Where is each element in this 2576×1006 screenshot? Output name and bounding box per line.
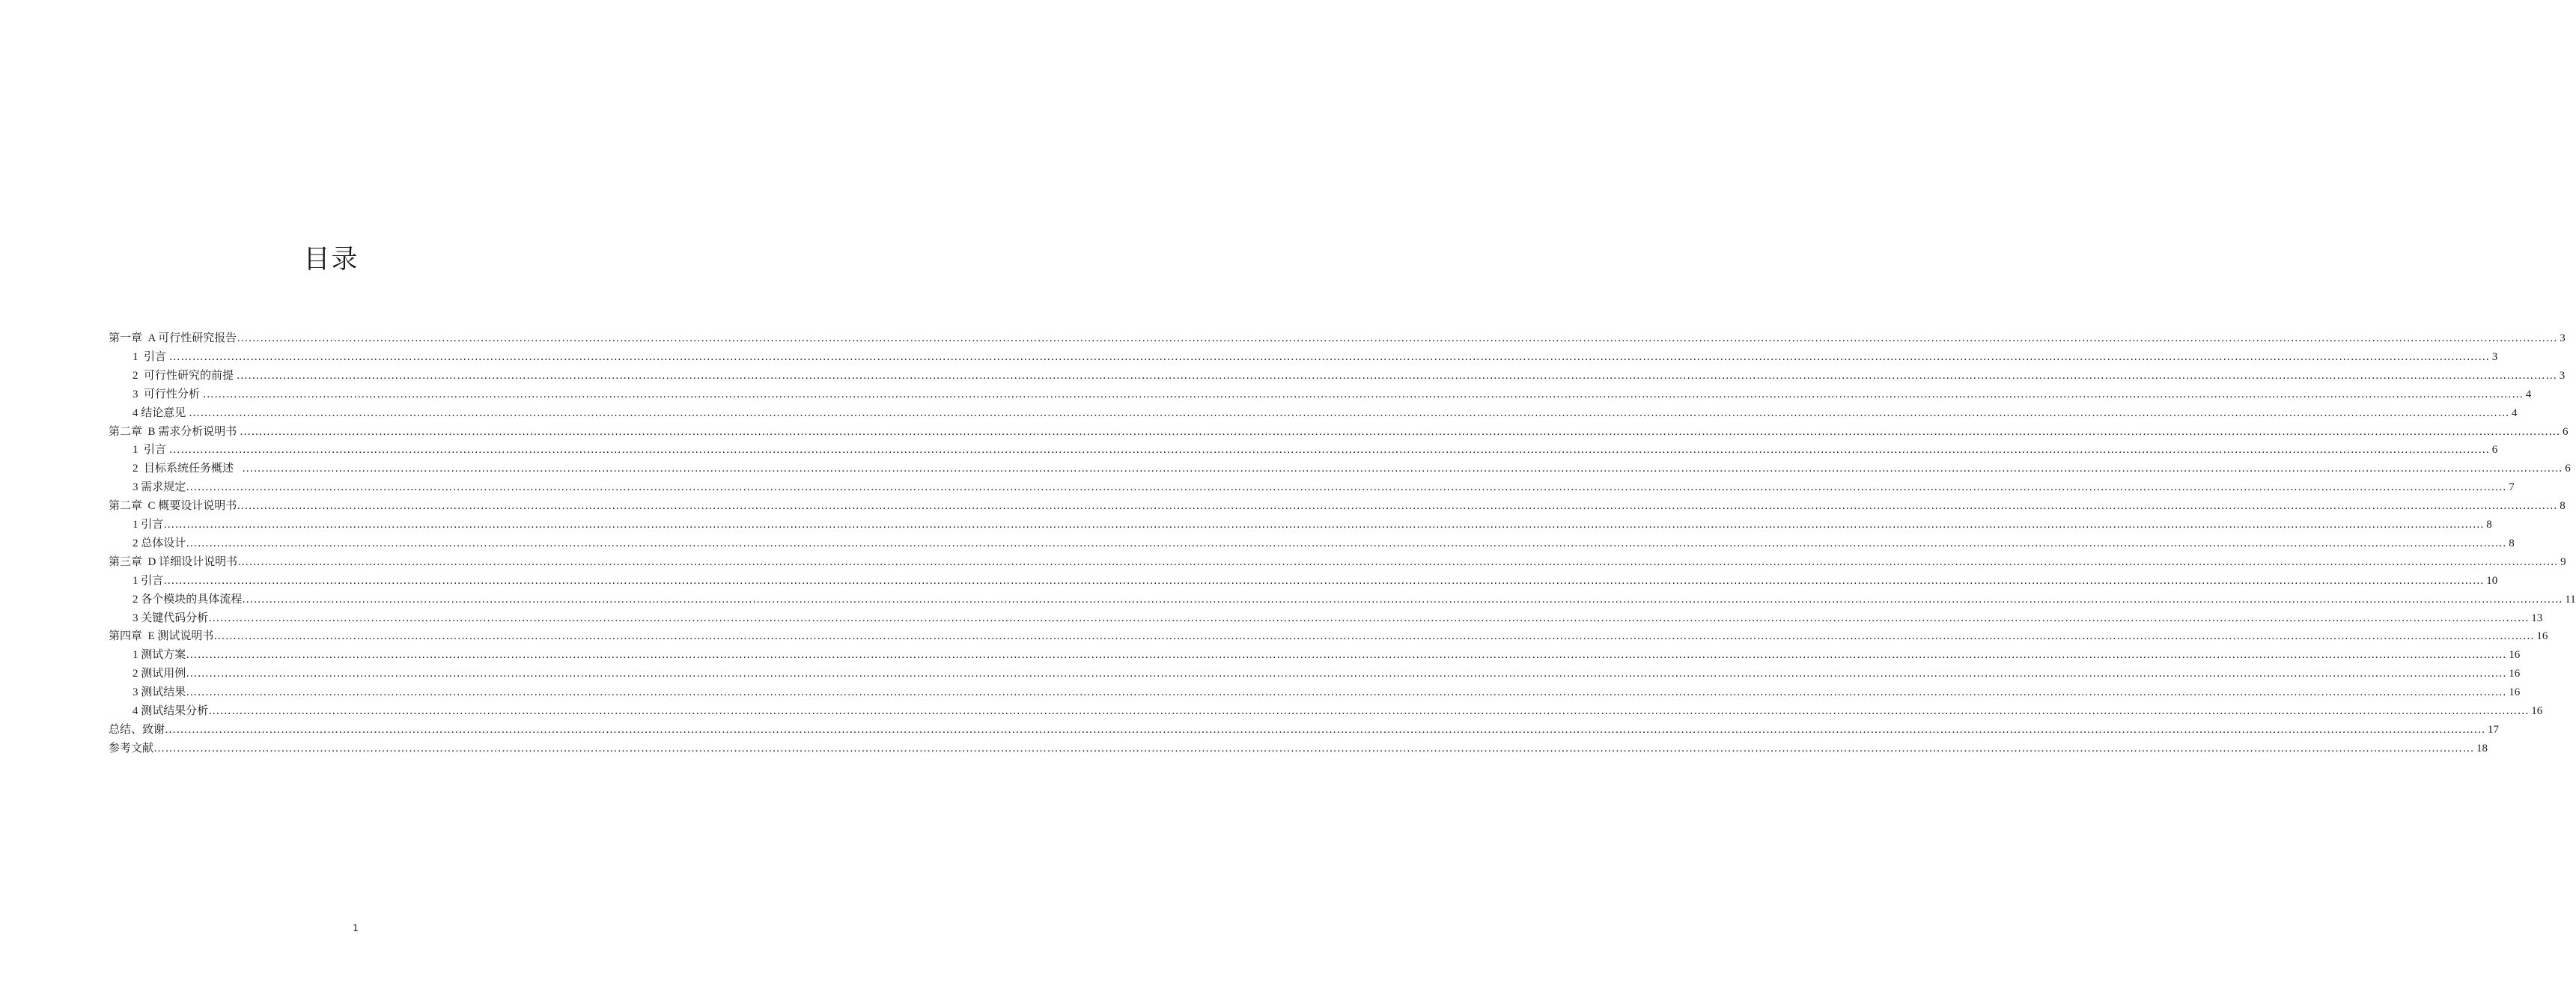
toc-entry-leader: ……………………………………………………………………………………………………………………………………………………………………………………………………………………………………………………………………………………………………………………………………………………………………………………………………………………………………………………………………………………………………………………………………………………: [186, 481, 2507, 494]
toc-entry-page-number: 3: [2559, 369, 2566, 382]
toc-entry-label: 3 关键代码分析: [133, 612, 209, 624]
toc-entry[interactable]: [133, 647, 2521, 663]
toc-entry-leader: ……………………………………………………………………………………………………………………………………………………………………………………………………………………………………………………………………………………………………………………………………………………………………………………………………………………………………………………………………………………………………………………………………………………: [189, 406, 2510, 419]
toc-entry-page-number: 16: [2509, 686, 2521, 699]
toc-entry-label: 第二章 C 概要设计说明书: [109, 500, 237, 513]
footer-page-number: 1: [353, 923, 359, 933]
toc-entry-label: 参考文献: [109, 742, 154, 754]
toc-entry[interactable]: [133, 610, 2543, 627]
toc-entry-page-number: 4: [2512, 406, 2518, 419]
toc-entry-leader: ……………………………………………………………………………………………………………………………………………………………………………………………………………………………………………………………………………………………………………………………………………………………………………………………………………………………………………………………………………………………………………………………………………………: [186, 649, 2507, 662]
toc-entry-page-number: 7: [2509, 481, 2515, 494]
toc-entry[interactable]: [133, 349, 2498, 365]
toc-entry-page-number: 16: [2531, 705, 2543, 717]
toc-entry-page-number: 13: [2531, 612, 2543, 624]
toc-entry-page-number: 6: [2565, 463, 2571, 475]
toc-entry[interactable]: [133, 684, 2521, 701]
toc-entry-label: 2 总体设计: [133, 537, 186, 549]
toc-entry-label: 1 引言: [133, 350, 169, 363]
toc-entry-leader: ……………………………………………………………………………………………………………………………………………………………………………………………………………………………………………………………………………………………………………………………………………………………………………………………………………………………………………………………………………………………………………………………………………………: [237, 555, 2559, 568]
toc-entry-leader: ……………………………………………………………………………………………………………………………………………………………………………………………………………………………………………………………………………………………………………………………………………………………………………………………………………………………………………………………………………………………………………………………………………………: [236, 369, 2557, 382]
toc-entry-page-number: 16: [2509, 668, 2521, 680]
toc-entry-leader: ……………………………………………………………………………………………………………………………………………………………………………………………………………………………………………………………………………………………………………………………………………………………………………………………………………………………………………………………………………………………………………………………………………………: [208, 612, 2530, 624]
toc-entry[interactable]: [133, 368, 2566, 384]
toc-entry[interactable]: [133, 703, 2543, 719]
toc-entry-label: 1 引言: [133, 519, 164, 531]
toc-entry-label: 2 目标系统任务概述: [133, 463, 243, 475]
toc-entry-leader: ……………………………………………………………………………………………………………………………………………………………………………………………………………………………………………………………………………………………………………………………………………………………………………………………………………………………………………………………………………………………………………………………………………………: [163, 519, 2485, 531]
toc-entry[interactable]: [133, 405, 2518, 421]
toc-entry-leader: ……………………………………………………………………………………………………………………………………………………………………………………………………………………………………………………………………………………………………………………………………………………………………………………………………………………………………………………………………………………………………………………………………………………: [202, 388, 2524, 400]
toc-entry-leader: ……………………………………………………………………………………………………………………………………………………………………………………………………………………………………………………………………………………………………………………………………………………………………………………………………………………………………………………………………………………………………………………………………………………: [213, 630, 2535, 643]
toc-entry-leader: ……………………………………………………………………………………………………………………………………………………………………………………………………………………………………………………………………………………………………………………………………………………………………………………………………………………………………………………………………………………………………………………………………………………: [186, 686, 2507, 699]
toc-entry-page-number: 4: [2525, 388, 2532, 400]
toc-entry-leader: ……………………………………………………………………………………………………………………………………………………………………………………………………………………………………………………………………………………………………………………………………………………………………………………………………………………………………………………………………………………………………………………………………………………: [168, 444, 2490, 457]
toc-entry-leader: ……………………………………………………………………………………………………………………………………………………………………………………………………………………………………………………………………………………………………………………………………………………………………………………………………………………………………………………………………………………………………………………………………………………: [153, 742, 2475, 754]
toc-entry-page-number: 16: [2536, 630, 2548, 643]
toc-entry-label: 1 引言: [133, 444, 169, 457]
toc-entry-leader: ……………………………………………………………………………………………………………………………………………………………………………………………………………………………………………………………………………………………………………………………………………………………………………………………………………………………………………………………………………………………………………………………………………………: [237, 332, 2558, 344]
toc-entry-page-number: 9: [2560, 555, 2566, 568]
toc-entry-label: 第一章 A 可行性研究报告: [109, 332, 237, 344]
toc-entry-leader: ……………………………………………………………………………………………………………………………………………………………………………………………………………………………………………………………………………………………………………………………………………………………………………………………………………………………………………………………………………………………………………………………………………………: [186, 537, 2507, 549]
toc-entry[interactable]: [133, 516, 2492, 533]
toc-entry-page-number: 10: [2486, 574, 2498, 587]
toc-entry[interactable]: [109, 554, 2566, 570]
toc-entry[interactable]: [133, 442, 2498, 458]
toc-entry[interactable]: [109, 498, 2566, 514]
toc-entry-page-number: 8: [2509, 537, 2515, 549]
toc-entry[interactable]: [133, 591, 2576, 608]
toc-entry[interactable]: [133, 573, 2498, 589]
toc-entry-label: 2 各个模块的具体流程: [133, 593, 243, 606]
toc-entry-leader: ……………………………………………………………………………………………………………………………………………………………………………………………………………………………………………………………………………………………………………………………………………………………………………………………………………………………………………………………………………………………………………………………………………………: [208, 705, 2530, 717]
toc-entry[interactable]: [109, 330, 2566, 347]
toc-entry-label: 3 测试结果: [133, 686, 186, 699]
toc-entry-leader: ……………………………………………………………………………………………………………………………………………………………………………………………………………………………………………………………………………………………………………………………………………………………………………………………………………………………………………………………………………………………………………………………………………………: [242, 593, 2563, 606]
toc-entry-label: 2 可行性研究的前提: [133, 369, 237, 382]
toc-entry-leader: ……………………………………………………………………………………………………………………………………………………………………………………………………………………………………………………………………………………………………………………………………………………………………………………………………………………………………………………………………………………………………………………………………………………: [240, 425, 2561, 438]
toc-entry-label: 1 测试方案: [133, 649, 186, 662]
toc-entry-label: 第二章 B 需求分析说明书: [109, 425, 240, 438]
toc-entry-label: 总结、致谢: [109, 723, 165, 736]
toc-entry-leader: ……………………………………………………………………………………………………………………………………………………………………………………………………………………………………………………………………………………………………………………………………………………………………………………………………………………………………………………………………………………………………………………………………………………: [163, 574, 2485, 587]
toc-entry[interactable]: [133, 535, 2515, 552]
toc-entry-label: 4 测试结果分析: [133, 705, 209, 717]
page-title: 目录: [303, 245, 359, 275]
toc-entry-page-number: 6: [2563, 425, 2569, 438]
toc-entry-label: 3 需求规定: [133, 481, 186, 494]
toc-entry-label: 第三章 D 详细设计说明书: [109, 555, 238, 568]
toc-entry[interactable]: [109, 628, 2548, 644]
toc-entry-page-number: 17: [2488, 723, 2500, 736]
toc-entry[interactable]: [133, 665, 2521, 682]
toc-entry-page-number: 18: [2476, 742, 2488, 754]
toc-entry-page-number: 8: [2560, 500, 2566, 513]
toc-entry-page-number: 3: [2560, 332, 2566, 344]
toc-entry-label: 第四章 E 测试说明书: [109, 630, 214, 643]
toc-entry[interactable]: [133, 386, 2532, 403]
toc-entry-page-number: 8: [2486, 519, 2492, 531]
toc-entry-label: 4 结论意见: [133, 406, 189, 419]
toc-entry-label: 2 测试用例: [133, 668, 186, 680]
toc-entry-page-number: 3: [2491, 350, 2498, 363]
toc-entry-page-number: 11: [2565, 593, 2576, 606]
toc-entry-label: 3 可行性分析: [133, 388, 203, 400]
toc-entry[interactable]: [109, 722, 2500, 738]
toc-entry[interactable]: [133, 479, 2515, 496]
toc-entry-label: 1 引言: [133, 574, 164, 587]
toc-entry-page-number: 16: [2509, 649, 2521, 662]
toc-entry-leader: ……………………………………………………………………………………………………………………………………………………………………………………………………………………………………………………………………………………………………………………………………………………………………………………………………………………………………………………………………………………………………………………………………………………: [165, 723, 2486, 736]
toc-entry-leader: ……………………………………………………………………………………………………………………………………………………………………………………………………………………………………………………………………………………………………………………………………………………………………………………………………………………………………………………………………………………………………………………………………………………: [237, 500, 2558, 513]
toc-entry[interactable]: [109, 424, 2569, 440]
toc-entry-leader: ……………………………………………………………………………………………………………………………………………………………………………………………………………………………………………………………………………………………………………………………………………………………………………………………………………………………………………………………………………………………………………………………………………………: [242, 463, 2563, 475]
toc-entry-leader: ……………………………………………………………………………………………………………………………………………………………………………………………………………………………………………………………………………………………………………………………………………………………………………………………………………………………………………………………………………………………………………………………………………………: [168, 350, 2490, 363]
toc-entry[interactable]: [109, 740, 2488, 757]
toc-entry[interactable]: [133, 460, 2571, 477]
toc-entry-leader: ……………………………………………………………………………………………………………………………………………………………………………………………………………………………………………………………………………………………………………………………………………………………………………………………………………………………………………………………………………………………………………………………………………………: [186, 668, 2507, 680]
toc-entry-page-number: 6: [2491, 444, 2498, 457]
